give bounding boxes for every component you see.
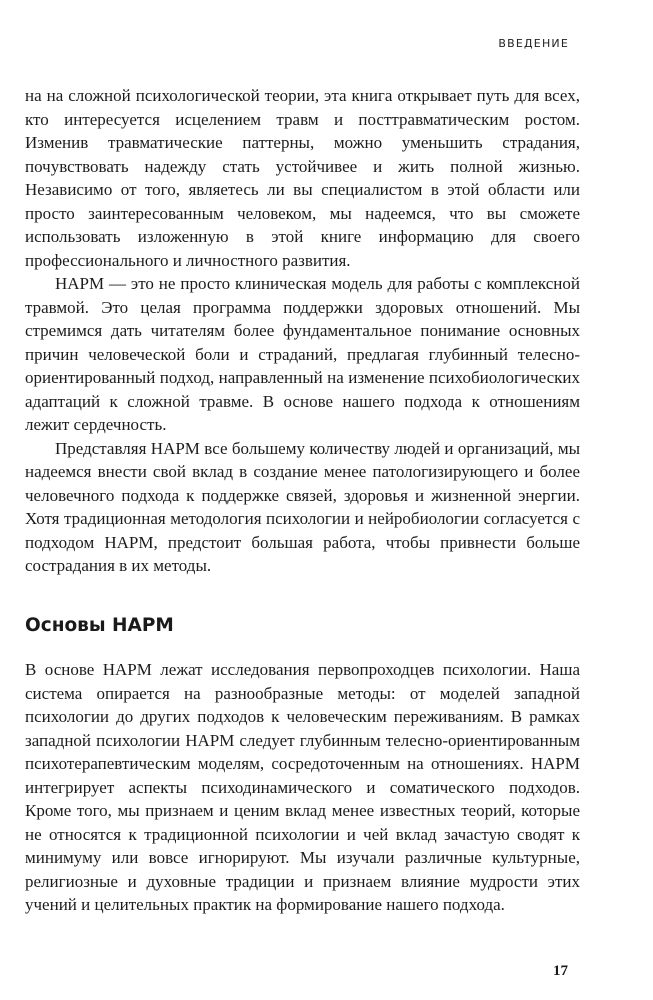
page-number: 17 [553,963,568,979]
paragraph: В основе НАРМ лежат исследования первопроходцев психологии. Наша система опирается на разнообразные методы: от моделей западной психологии до других подходов к человеческим переживаниям. В рамках западной психологии НАРМ следует глубинным телесно-ориентированным психотерапевтическим моделям, сосредоточенным на отношениях. НАРМ интегрирует аспекты психодинамического и соматического подходов. Кроме того, мы признаем и ценим вклад менее известных теорий, которые не относятся к традиционной психологии и чей вклад зачастую сводят к минимуму или вовсе игнорируют. Мы изучали различные культурные, религиозные и духовные традиции и признаем влияние мудрости этих учений и целительных практик на формирование нашего подхода. [25,660,580,914]
section-heading: Основы НАРМ [25,615,174,636]
paragraph: Представляя НАРМ все большему количеству людей и организаций, мы надеемся внести свой вклад в создание менее патологизирующего и более человечного подхода к поддержке связей, здоровья и жизненной энергии. Хотя традиционная методология психологии и нейробиологии согласуется с подходом НАРМ, предстоит большая работа, чтобы привнести больше сострадания в их методы. [25,438,580,575]
paragraph: НАРМ — это не просто клиническая модель для работы с комплексной травмой. Это целая программа поддержки здоровых отношений. Мы стремимся дать читателям более фундаментальное понимание основных причин человеческой боли и страданий, предлагая глубинный телесно-ориентированный подход, направленный на изменение психобиологических адаптаций к сложной травме. В основе нашего подхода к отношениям лежит сердечность. [25,274,580,434]
section-text-block [25,658,580,917]
paragraph: на на сложной психологической теории, эта книга открывает путь для всех, кто интересуется исцелением травм и посттравматическим ростом. Изменив травматические паттерны, можно уменьшить страдания, почувствовать надежду стать устойчивее и жить полной жизнью. Независимо от того, являетесь ли вы специалистом в этой области или просто заинтересованным человеком, мы надеемся, что вы сможете использовать изложенную в этой книге информацию для своего профессионального и личностного развития. [25,86,580,270]
running-head: ВВЕДЕНИЕ [498,37,569,50]
intro-text-block [25,84,580,578]
